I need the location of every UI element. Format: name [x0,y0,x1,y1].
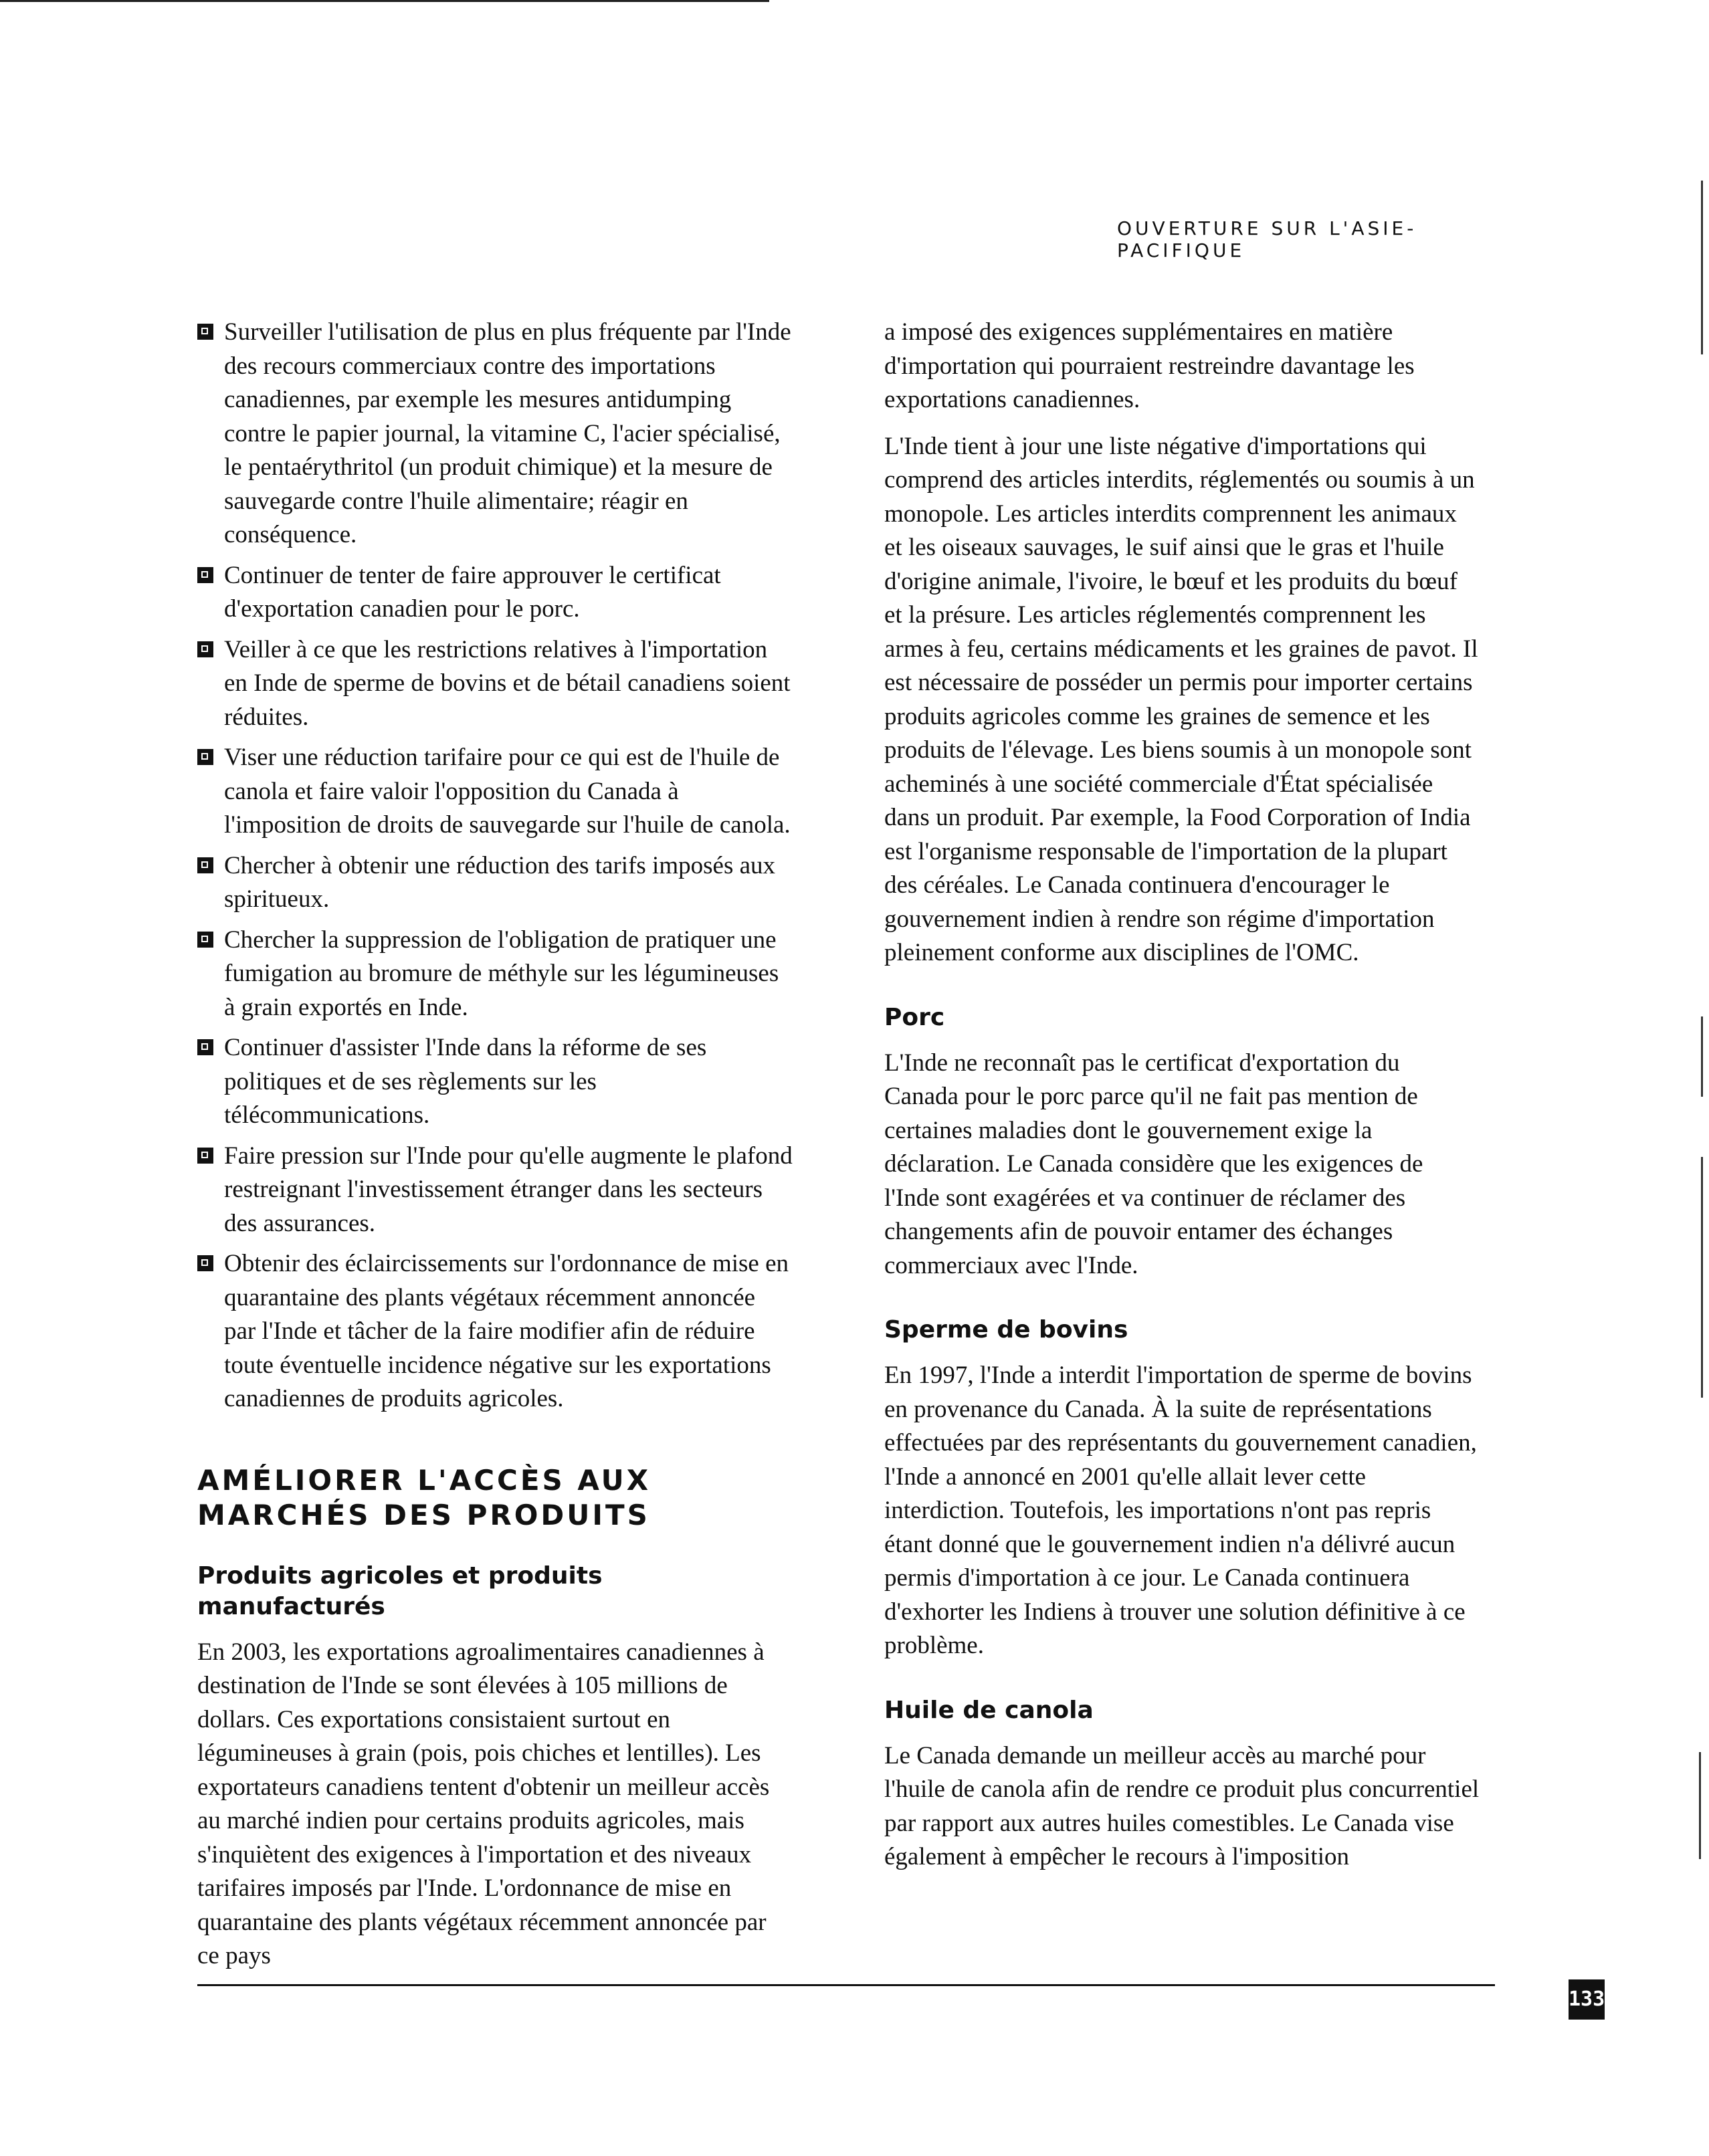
square-bullet-icon [197,324,213,340]
paragraph-agri: En 2003, les exportations agroalimentaires canadiennes à destination de l'Inde se sont élevées à 105 millions de dollars. Ces exportations consistaient surtout en légumineuses à grain (pois, pois chiches et lentilles). Les exportateurs canadiens tentent d'obtenir un meilleur accès au marché indien pour certains produits agricoles, mais s'inquiètent des exigences à l'importation et des niveaux tarifaires imposés par l'Inde. L'ordonnance de mise en quarantaine des plants végétaux récemment annoncée par ce pays [197,1638,770,1969]
square-bullet-icon [197,641,213,657]
paragraph-porc: L'Inde ne reconnaît pas le certificat d'exportation du Canada pour le porc parce qu'il ne fait pas mention de certaines maladies dont le gouvernement exige la déclaration. Le Canada considère que les exigences de l'Inde sont exagérées et va continuer de réclamer des changements afin de pouvoir entamer des échanges commerciaux avec l'Inde. [884,1049,1423,1279]
paragraph-sperme: En 1997, l'Inde a interdit l'importation de sperme de bovins en provenance du Canada. À la suite de représentations effectuées par des représentants du gouvernement canadien, l'Inde a annoncé en 2001 qu'elle allait lever cette interdiction. Toutefois, les importations n'ont pas repris étant donné que le gouvernement indien n'a délivré aucun permis d'importation à ce jour. Le Canada continuera d'exhorter les Indiens à trouver une solution définitive à ce problème. [884,1362,1477,1659]
edge-scan-mark [1699,1752,1701,1859]
recommendations-list [197,316,793,1416]
right-column [884,316,1480,1887]
square-bullet-icon [197,1039,213,1055]
square-bullet-icon [197,1255,213,1271]
list-item: Continuer d'assister l'Inde dans la réforme de ses politiques et de ses règlements sur les télécommunications. [197,1031,793,1133]
edge-scan-mark [1701,181,1703,354]
list-item: Chercher la suppression de l'obligation de pratiquer une fumigation au bromure de méthyle sur les légumineuses à grain exportés en Inde. [197,924,793,1025]
list-item: Continuer de tenter de faire approuver le certificat d'exportation canadien pour le porc. [197,559,793,627]
bottom-rule [197,1984,1495,1986]
subheading-canola: Huile de canola [884,1696,1094,1724]
list-item: Chercher à obtenir une réduction des tarifs imposés aux spiritueux. [197,849,793,917]
square-bullet-icon [197,749,213,765]
list-item: Viser une réduction tarifaire pour ce qui est de l'huile de canola et faire valoir l'opposition du Canada à l'imposition de droits de sauvegarde sur l'huile de canola. [197,741,793,843]
page-number: 133 [1569,1979,1605,2020]
paragraph-continuation: a imposé des exigences supplémentaires en matière d'importation qui pourraient restreindre davantage les exportations canadiennes. [884,318,1415,413]
square-bullet-icon [197,932,213,948]
list-item: Veiller à ce que les restrictions relatives à l'importation en Inde de sperme de bovins et de bétail canadiens soient réduites. [197,633,793,735]
list-item: Faire pression sur l'Inde pour qu'elle augmente le plafond restreignant l'investissement étranger dans les secteurs des assurances. [197,1140,793,1241]
section-heading: AMÉLIORER L'ACCÈS AUX MARCHÉS DES PRODUITS [197,1463,651,1531]
running-head: OUVERTURE SUR L'ASIE-PACIFIQUE [1117,217,1417,261]
paragraph-negative-list: L'Inde tient à jour une liste négative d'importations qui comprend des articles interdits, réglementés ou soumis à un monopole. Les articles interdits comprennent les animaux et les oiseaux sauvages, le suif ainsi que le gras et l'huile d'origine animale, l'ivoire, le bœuf et les produits du bœuf et la présure. Les articles réglementés comprennent les armes à feu, certains médicaments et les graines de pavot. Il est nécessaire de posséder un permis pour importer certains produits agricoles comme les graines de semence et les produits de l'élevage. Les biens soumis à un monopole sont acheminés à une société commerciale d'État spécialisée dans un produit. Par exemple, la Food Corporation of India est l'organisme responsable de l'importation de la plupart des céréales. Le Canada continuera d'encourager le gouvernement indien à rendre son régime d'importation pleinement conforme aux disciplines de l'OMC. [884,432,1478,966]
square-bullet-icon [197,1148,213,1164]
edge-scan-mark [1701,1016,1703,1097]
edge-scan-mark [1701,1157,1703,1398]
list-item: Surveiller l'utilisation de plus en plus fréquente par l'Inde des recours commerciaux contre des importations canadiennes, par exemple les mesures antidumping contre le papier journal, la vitamine C, l'acier spécialisé, le pentaérythritol (un produit chimique) et la mesure de sauvegarde contre l'huile alimentaire; réagir en conséquence. [197,316,793,552]
top-rule [0,0,769,2]
subheading-agri: Produits agricoles et produits manufacturés [197,1561,603,1620]
subheading-porc: Porc [884,1003,945,1031]
square-bullet-icon [197,567,213,583]
left-column [197,316,793,1986]
subheading-sperme: Sperme de bovins [884,1316,1128,1343]
square-bullet-icon [197,857,213,873]
paragraph-canola: Le Canada demande un meilleur accès au marché pour l'huile de canola afin de rendre ce produit plus concurrentiel par rapport aux autres huiles comestibles. Le Canada vise également à empêcher le recours à l'imposition [884,1741,1480,1870]
list-item: Obtenir des éclaircissements sur l'ordonnance de mise en quarantaine des plants végétaux récemment annoncée par l'Inde et tâcher de la faire modifier afin de réduire toute éventuelle incidence négative sur les exportations canadiennes de produits agricoles. [197,1247,793,1416]
